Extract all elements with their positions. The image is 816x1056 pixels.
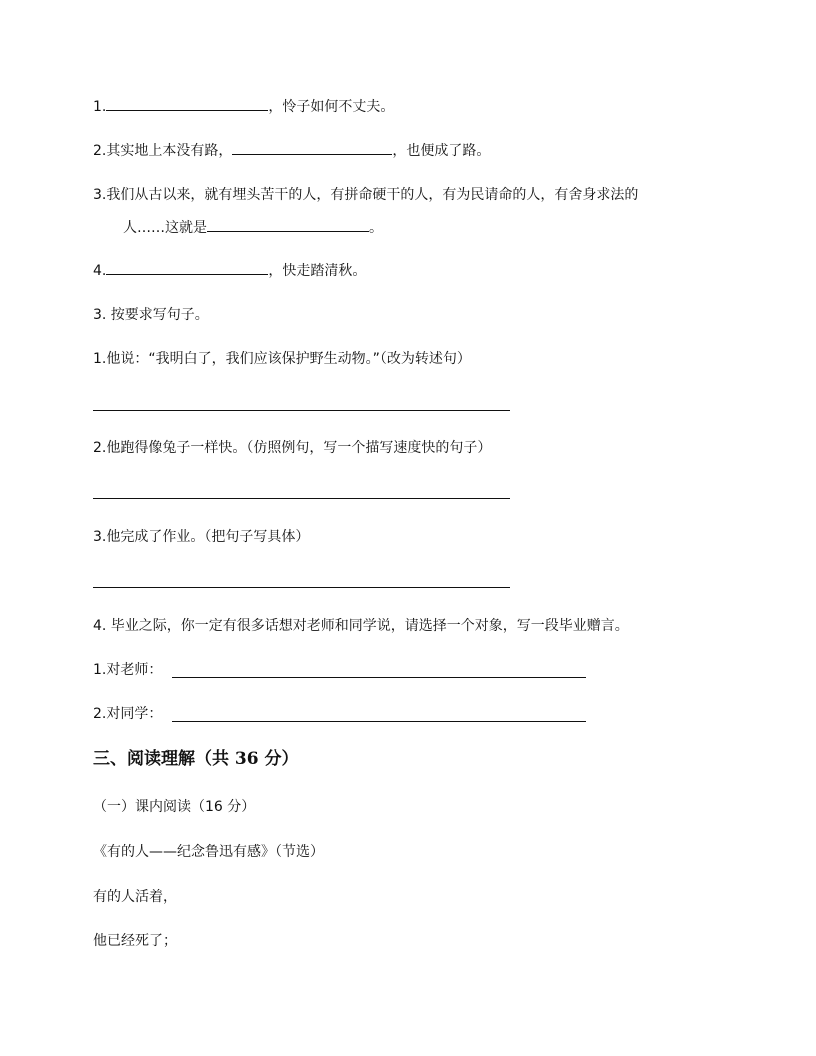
q4-heading: 4. 毕业之际，你一定有很多话想对老师和同学说，请选择一个对象，写一段毕业赠言。 (93, 618, 629, 634)
answer-blank[interactable] (232, 140, 392, 155)
item-text: ，也便成了路。 (392, 143, 491, 159)
answer-blank[interactable] (106, 96, 268, 111)
classmate-field (93, 704, 162, 724)
subsection-title: （一）课内阅读（16 分） (93, 799, 256, 815)
q3-item-2: 2.他跑得像兔子一样快。（仿照例句，写一个描写速度快的句子） (93, 440, 492, 456)
passage-title: 《有的人——纪念鲁迅有感》（节选） (93, 844, 324, 860)
answer-line[interactable] (93, 587, 510, 588)
fill-blank-3-cont (123, 217, 383, 238)
section-title: 三、阅读理解（共 36 分） (93, 749, 299, 769)
q3-item-3: 3.他完成了作业。（把句子写具体） (93, 529, 310, 545)
teacher-field (93, 660, 162, 680)
teacher-label: 1.对老师： (93, 662, 163, 678)
passage-line-1: 有的人活着， (93, 889, 177, 905)
fill-blank-2 (93, 140, 490, 161)
answer-blank[interactable] (106, 260, 268, 275)
fill-blank-1 (93, 96, 394, 117)
passage-line-2: 他已经死了； (93, 933, 177, 949)
item-number: 1. (93, 99, 107, 115)
fill-blank-4 (93, 260, 366, 281)
item-text: 人……这就是 (123, 220, 207, 236)
item-text: 其实地上本没有路， (106, 143, 233, 159)
answer-blank[interactable] (207, 217, 369, 232)
item-text: 。 (369, 220, 383, 236)
q3-heading: 3. 按要求写句子。 (93, 307, 209, 323)
q3-item-1: 1.他说：“我明白了，我们应该保护野生动物。”（改为转述句） (93, 351, 471, 367)
item-number: 4. (93, 263, 107, 279)
teacher-answer-line[interactable] (172, 677, 586, 678)
classmate-answer-line[interactable] (172, 721, 586, 722)
fill-blank-3 (93, 185, 638, 205)
item-text: ，快走踏清秋。 (268, 263, 367, 279)
answer-line[interactable] (93, 498, 510, 499)
item-number: 3. (93, 187, 107, 203)
answer-line[interactable] (93, 410, 510, 411)
classmate-label: 2.对同学： (93, 706, 163, 722)
item-text: ，怜子如何不丈夫。 (268, 99, 395, 115)
item-text: 我们从古以来，就有埋头苦干的人，有拼命硬干的人，有为民请命的人，有舍身求法的 (106, 187, 639, 203)
item-number: 2. (93, 143, 107, 159)
